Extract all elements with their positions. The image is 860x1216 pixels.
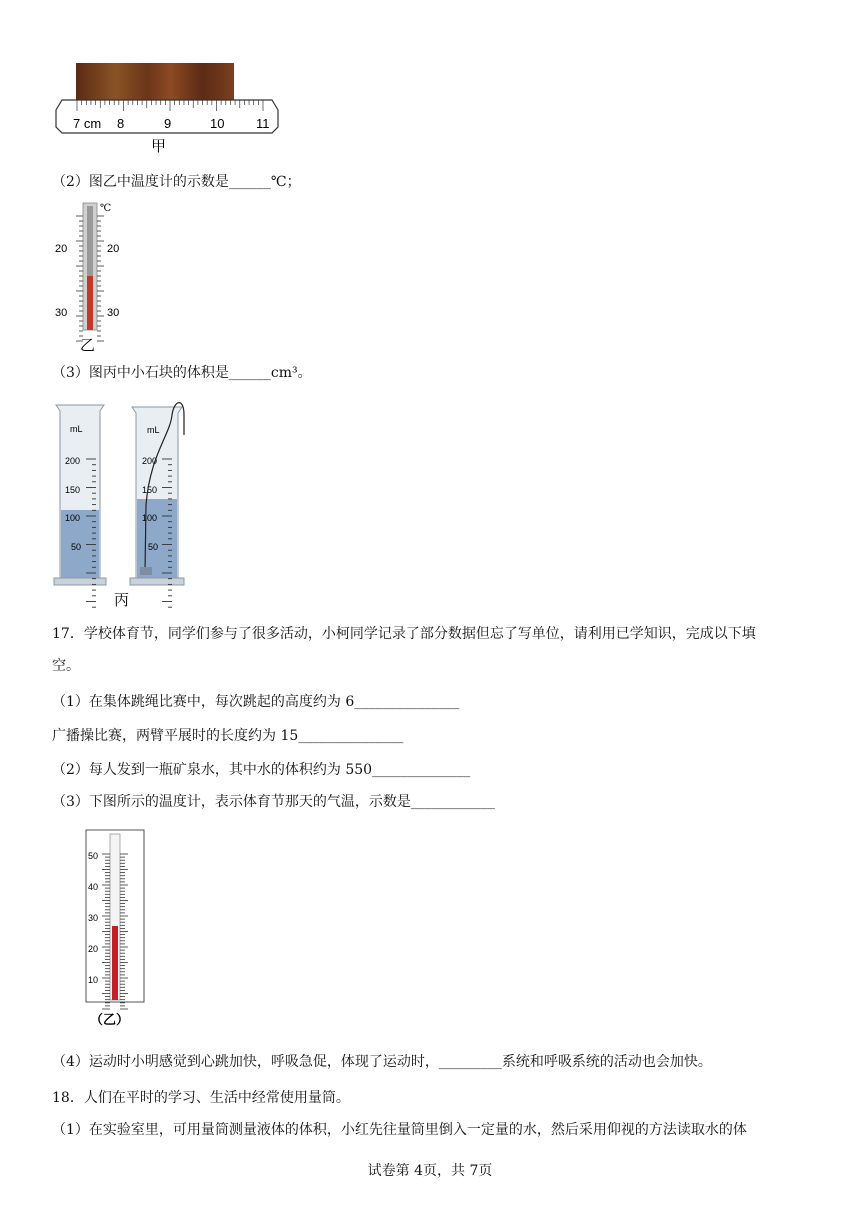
cylinder-left: [54, 405, 106, 607]
cylinder-right-label-150: 150: [142, 485, 158, 495]
figure-thermometer-2-caption: （乙）: [90, 1013, 130, 1028]
thermometer-unit: ℃: [100, 203, 112, 214]
wooden-block: [76, 63, 234, 100]
figure-yi-caption: 乙: [80, 336, 96, 354]
stone: [140, 567, 152, 575]
q16-3-text: （3）图丙中小石块的体积是______cm³。: [52, 365, 312, 381]
yi-right-label-30: 30: [107, 307, 120, 319]
cylinder-right-label-200: 200: [142, 456, 158, 466]
thermometer-gray-column: [87, 206, 93, 278]
yi-left-label-30: 30: [55, 307, 68, 319]
cylinder-left-unit: mL: [70, 424, 83, 434]
cylinder-left-label-200: 200: [65, 456, 81, 466]
q17-3-text: （3）下图所示的温度计，表示体育节那天的气温，示数是____________: [52, 794, 495, 810]
cylinder-left-label-150: 150: [65, 485, 81, 495]
q17-1b-text: 广播操比赛，两臂平展时的长度约为 15_______________: [52, 728, 404, 744]
figure-bing-cylinders: [50, 395, 210, 615]
cylinder-right-label-50: 50: [148, 542, 159, 552]
thermometer2-red-column: [112, 926, 118, 1000]
t2-label-10: 10: [88, 975, 99, 985]
cylinder-left-label-50: 50: [71, 542, 82, 552]
figure-thermometer-2: [80, 828, 150, 1028]
q17-intro-line2: 空。: [52, 658, 80, 674]
cylinder-left-label-100: 100: [65, 513, 81, 523]
thermometer-red-column: [87, 276, 93, 330]
q16-2-text: （2）图乙中温度计的示数是______℃；: [52, 174, 301, 190]
t2-label-40: 40: [88, 882, 99, 892]
q18-1-text: （1）在实验室里，可用量筒测量液体的体积，小红先往量筒里倒入一定量的水，然后采用仰视的方法读取水的体: [52, 1122, 747, 1138]
q17-1a-text: （1）在集体跳绳比赛中，每次跳起的高度约为 6_______________: [52, 694, 460, 710]
page-footer: 试卷第 4页，共 7页: [367, 1163, 493, 1179]
cylinder-right-unit: mL: [147, 425, 160, 435]
t2-label-20: 20: [88, 944, 99, 954]
q17-intro-line1: 17．学校体育节，同学们参与了很多活动，小柯同学记录了部分数据但忘了写单位，请利用已学知识，完成以下填: [52, 626, 756, 642]
figure-bing-caption: 丙: [114, 591, 130, 609]
cylinder-right-label-100: 100: [142, 513, 158, 523]
t2-label-50: 50: [88, 851, 99, 861]
cylinder-right: [130, 403, 184, 608]
yi-left-label-20: 20: [55, 243, 68, 255]
t2-label-30: 30: [88, 913, 99, 923]
figure-yi-thermometer: [50, 198, 140, 356]
ruler-label-9: 9: [164, 116, 172, 131]
ruler-label-8: 8: [117, 116, 125, 131]
ruler-label-7: 7 cm: [73, 116, 102, 131]
ruler-label-11: 11: [256, 116, 270, 131]
yi-right-label-20: 20: [107, 243, 120, 255]
q17-2-text: （2）每人发到一瓶矿泉水，其中水的体积约为 550______________: [52, 762, 471, 778]
q18-intro-text: 18．人们在平时的学习、生活中经常使用量筒。: [52, 1090, 350, 1106]
figure-jia-caption: 甲: [151, 137, 167, 155]
ruler-label-10: 10: [210, 116, 225, 131]
q17-4-text: （4）运动时小明感觉到心跳加快，呼吸急促，体现了运动时，_________系统和呼吸系统的活动也会加快。: [52, 1054, 712, 1070]
figure-jia-ruler: [50, 55, 290, 165]
